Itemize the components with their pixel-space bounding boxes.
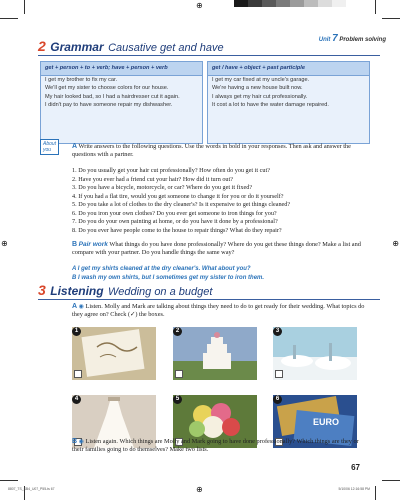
list-item: 1. Do you usually get your hair cut professionally? How often do you get it cut? (72, 167, 270, 174)
unit-label: Unit (318, 37, 331, 43)
checkbox[interactable] (74, 370, 82, 378)
section-subtitle: Wedding on a budget (108, 286, 213, 298)
euro-banknote-text: EURO (313, 417, 340, 427)
crop-mark (382, 480, 400, 481)
unit-header (319, 33, 386, 44)
crop-mark (382, 18, 400, 19)
section-subtitle: Causative get and have (108, 42, 224, 54)
grammar-section-heading (38, 38, 224, 56)
unit-number: 7 (332, 33, 338, 44)
print-slug: 8807_TS_SB4_U07_P55-ts 67 (8, 487, 55, 491)
grammar-example: I didn't pay to have someone repair my dishwasher. (45, 102, 173, 108)
section-title: Grammar (50, 40, 104, 54)
photo-grid (72, 327, 362, 449)
listening-section-heading (38, 282, 212, 300)
exercise-instructions: Write answers to the following questions. Use the words in bold in your responses. Then ask and answer the questions with a partner. (72, 143, 351, 159)
section-rule (38, 55, 380, 56)
list-item: 6. Do you iron your own clothes? Do you ever get someone to iron things for you? (72, 209, 277, 217)
listening-exercise-b (72, 438, 370, 454)
list-item: 8. Do you ever have people come to the house to repair things? What do they repair? (72, 226, 282, 234)
grammar-column-head: get / have + object + past participle (208, 62, 369, 76)
crop-mark (375, 486, 376, 500)
audio-icon: ◉ (78, 439, 84, 445)
exercise-label: A (72, 303, 78, 310)
grammar-exercise-a (72, 143, 370, 159)
exercise-label: A (72, 143, 78, 150)
grammar-column-head: get + person + to + verb; have + person + verb (41, 62, 202, 76)
photo-number: 2 (173, 327, 182, 336)
photo-number: 4 (72, 395, 81, 404)
list-item: 4. If you had a flat tire, would you get someone to change it for you or do it yourself? (72, 192, 284, 200)
grammar-example: My hair looked bad, so I had a hairdresser cut it again. (45, 93, 180, 100)
grammar-column (207, 61, 370, 144)
list-item: 7. Do you do your own painting at home, or do you have it done by a professional? (72, 218, 278, 225)
crop-mark (375, 0, 376, 14)
checkbox[interactable] (175, 370, 183, 378)
list-item: 5. Do you take a lot of clothes to the dry cleaner's? Is it expensive to get things cleaned? (72, 201, 291, 208)
grammar-example: I get my car fixed at my uncle's garage. (212, 76, 310, 83)
grammar-example: I get my brother to fix my car. (45, 76, 118, 83)
registration-mark-icon: ⊕ (392, 239, 399, 248)
exercise-instructions: What things do you have done professionally? Where do you get these things done? Make a list and compare with your partner. Do you handle things the same way? (72, 241, 361, 257)
exercise-heading: Pair work (78, 241, 108, 248)
photo-number: 6 (273, 395, 282, 404)
grammar-exercise-b (72, 241, 370, 257)
registration-mark-icon: ⊕ (196, 485, 203, 494)
list-item: 2. Have you ever had a friend cut your hair? How did it turn out? (72, 175, 233, 183)
section-number: 2 (38, 38, 46, 54)
crop-mark (0, 18, 18, 19)
grammar-example: I always get my hair cut professionally. (212, 93, 308, 100)
registration-mark-icon: ⊕ (196, 1, 203, 10)
registration-mark-icon: ⊕ (1, 239, 8, 248)
grammar-example: It cost a lot to have the water damage repaired. (212, 102, 329, 108)
photo-number: 3 (273, 327, 282, 336)
wedding-cake-photo-icon (173, 327, 257, 380)
about-you-line: About (43, 141, 57, 147)
listening-exercise-a (72, 303, 370, 319)
example-dialogue-line: A I get my shirts cleaned at the dry cleaner's. What about you? (72, 266, 251, 272)
audio-icon: ◉ (78, 304, 84, 310)
grammar-column (40, 61, 203, 144)
section-number: 3 (38, 282, 46, 298)
crop-mark (0, 480, 18, 481)
grammar-box (40, 61, 370, 144)
exercise-instructions: Listen. Molly and Mark are talking about things they need to do to get ready for their wedding. What topics do they agree on? Check (✓) the boxes. (72, 303, 365, 319)
about-you-tag (40, 139, 59, 155)
list-item: 3. Do you have a bicycle, motorcycle, or car? Where do you get it fixed? (72, 184, 253, 191)
grammar-example: We'll get my sister to choose colors for our house. (45, 85, 169, 91)
invitation-photo-icon (72, 327, 156, 380)
unit-title: Problem solving (339, 37, 386, 43)
exercise-label: B (72, 241, 78, 248)
photo-number: 1 (72, 327, 81, 336)
section-title: Listening (50, 284, 104, 298)
page-number: 67 (351, 463, 360, 472)
question-list (72, 167, 372, 235)
exercise-instructions: Listen again. Which things are Molly and Mark going to have done professionally? Which things are they or their families going to do themselves? Make two lists. (72, 438, 359, 454)
example-dialogue-line: B I wash my own shirts, but I sometimes get my sister to iron them. (72, 275, 265, 281)
reception-table-photo-icon (273, 327, 357, 380)
crop-mark (24, 0, 25, 14)
grammar-example: We're having a new house built now. (212, 85, 303, 91)
checkbox[interactable] (275, 370, 283, 378)
exercise-label: B (72, 438, 78, 445)
section-rule (38, 299, 380, 300)
printer-color-bar (234, 0, 346, 7)
about-you-line: you (43, 147, 52, 153)
photo-number: 5 (173, 395, 182, 404)
print-timestamp: 5/10/06 12:16:58 PM (338, 487, 370, 491)
